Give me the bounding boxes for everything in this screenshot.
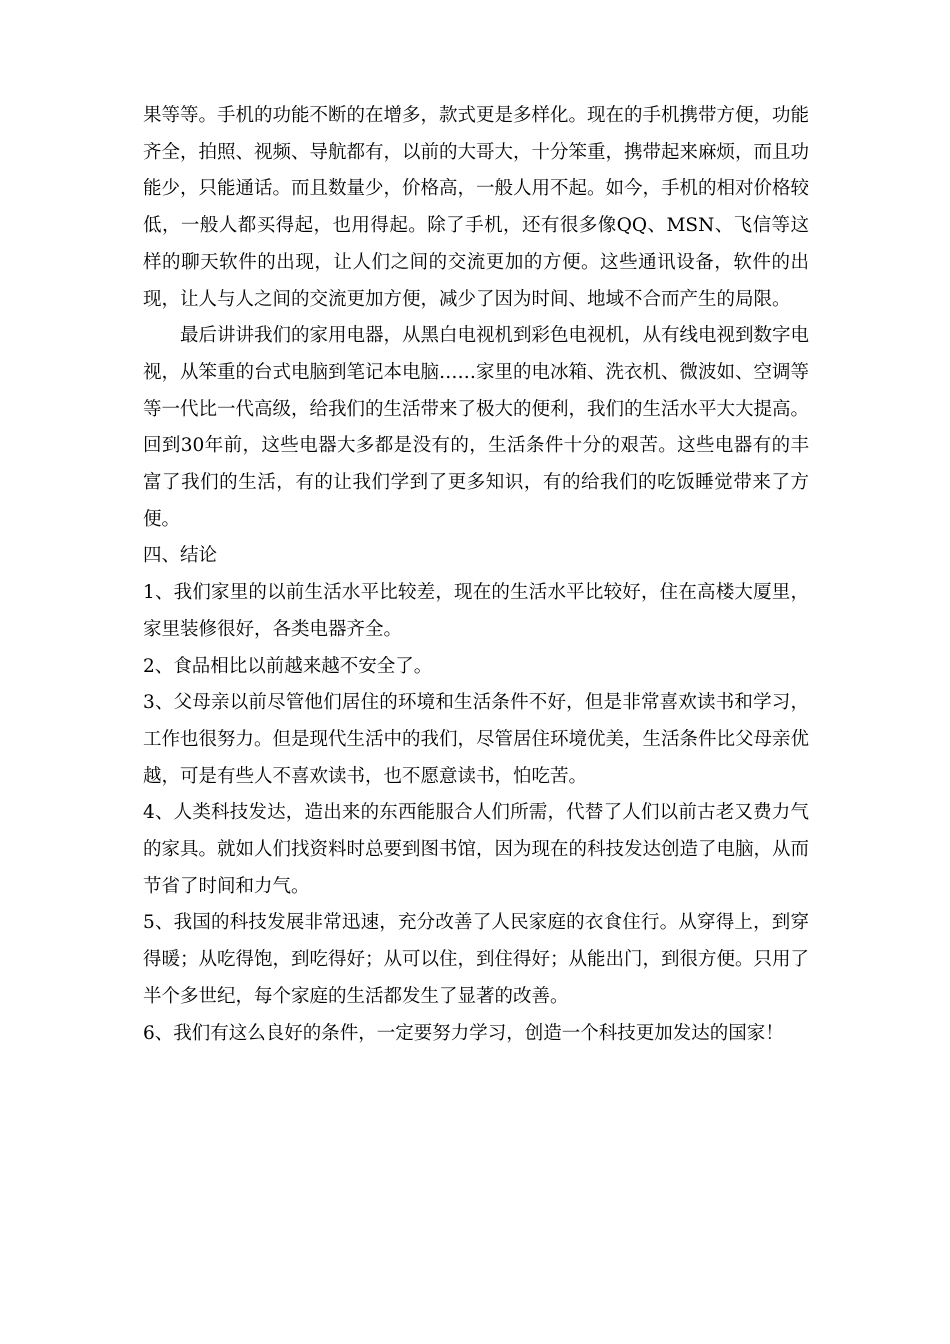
paragraph-communication: 果等等。手机的功能不断的在增多，款式更是多样化。现在的手机携带方便，功能齐全，拍照、视频、导航都有，以前的大哥大，十分笨重，携带起来麻烦，而且功能少，只能通话。而且数量少，价格高，一般人用不起。如今，手机的相对价格较低，一般人都买得起，也用得起。除了手机，还有很多像QQ、MSN、飞信等这样的聊天软件的出现，让人们之间的交流更加的方便。这些通讯设备，软件的出现，让人与人之间的交流更加方便，减少了因为时间、地域不合而产生的局限。 bbox=[143, 105, 810, 310]
section-heading-conclusion: 四、结论 bbox=[143, 545, 218, 567]
conclusion-item-3: 3、父母亲以前尽管他们居住的环境和生活条件不好，但是非常喜欢读书和学习，工作也很努力。但是现代生活中的我们，尽管居住环境优美，生活条件比父母亲优越，可是有些人不喜欢读书，也不愿意读书，怕吃苦。 bbox=[143, 692, 810, 787]
document-body bbox=[143, 98, 809, 1052]
conclusion-item-4: 4、人类科技发达，造出来的东西能服合人们所需，代替了人们以前古老又费力气的家具。就如人们找资料时总要到图书馆，因为现在的科技发达创造了电脑，从而节省了时间和力气。 bbox=[143, 802, 810, 897]
conclusion-item-6: 6、我们有这么良好的条件，一定要努力学习，创造一个科技更加发达的国家！ bbox=[143, 1022, 784, 1044]
conclusion-item-1: 1、我们家里的以前生活水平比较差，现在的生活水平比较好，住在高楼大厦里，家里装修很好，各类电器齐全。 bbox=[143, 582, 809, 640]
paragraph-appliances: 最后讲讲我们的家用电器，从黑白电视机到彩色电视机，从有线电视到数字电视，从笨重的台式电脑到笔记本电脑……家里的电冰箱、洗衣机、微波如、空调等等一代比一代高级，给我们的生活带来了极大的便利，我们的生活水平大大提高。回到30年前，这些电器大多都是没有的，生活条件十分的艰苦。这些电器有的丰富了我们的生活，有的让我们学到了更多知识，有的给我们的吃饭睡觉带来了方便。 bbox=[143, 325, 810, 530]
conclusion-item-5: 5、我国的科技发展非常迅速，充分改善了人民家庭的衣食住行。从穿得上，到穿得暖；从吃得饱，到吃得好；从可以住，到住得好；从能出门，到很方便。只用了半个多世纪，每个家庭的生活都发生了显著的改善。 bbox=[143, 912, 810, 1007]
conclusion-item-2: 2、食品相比以前越来越不安全了。 bbox=[143, 655, 433, 677]
